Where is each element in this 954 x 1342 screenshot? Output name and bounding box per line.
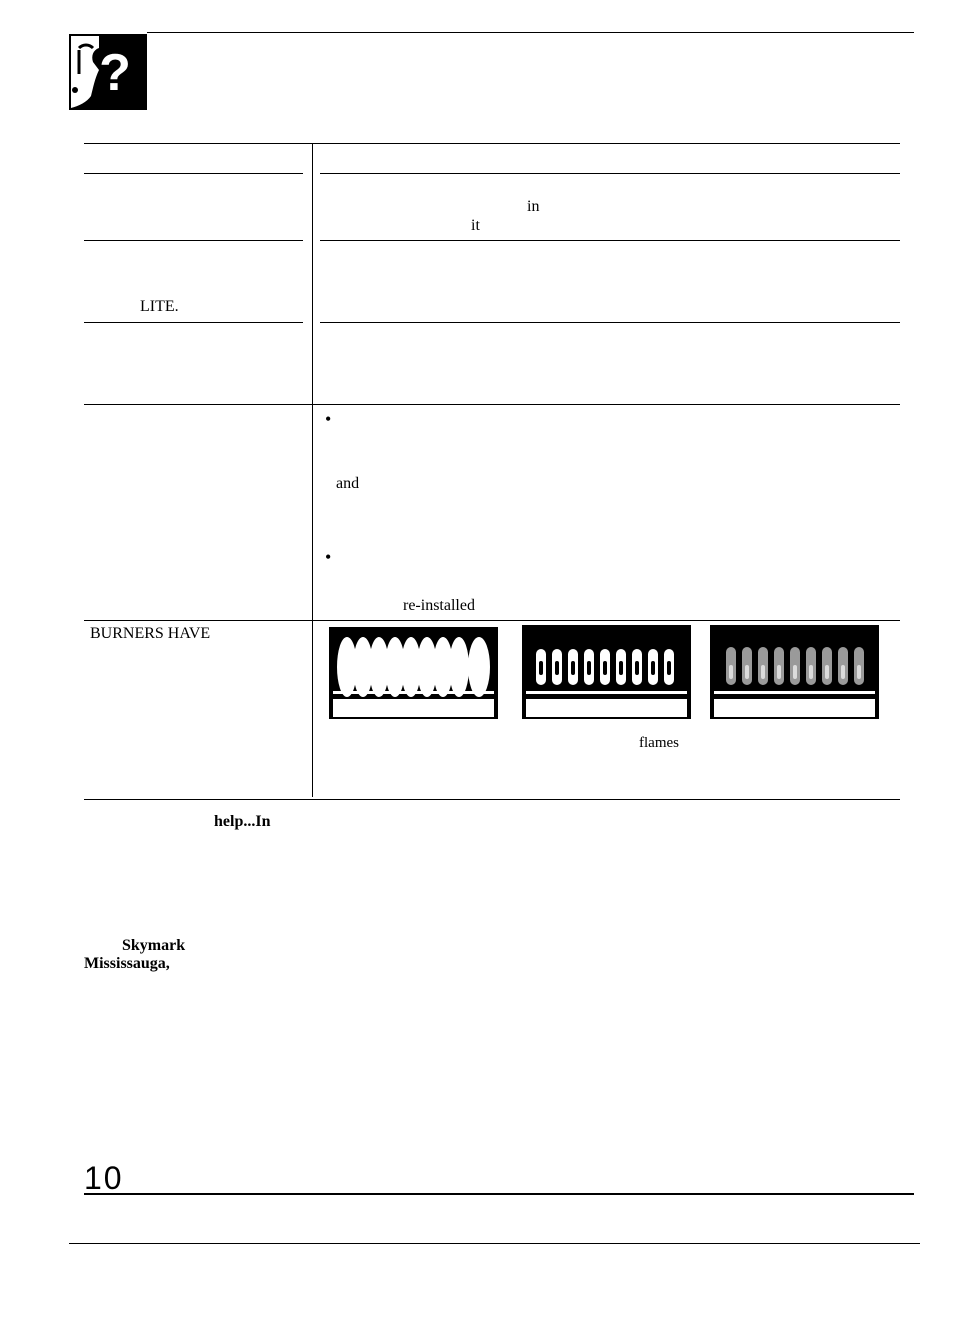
row2-rule-right [320,322,900,323]
burner-bar [333,691,494,694]
yellow-tipped-flames-svg [522,625,691,691]
burner-bar [714,691,875,694]
burner-base [526,697,687,717]
address-line-skymark: Skymark [122,937,186,954]
row5-text-flames: flames [639,735,679,751]
row1-rule-right [320,240,900,241]
burner-base [714,697,875,717]
top-rule [147,32,914,33]
yellow-flames-svg [329,627,498,697]
row4-text-and: and [336,475,360,492]
yellow-flames-icon [329,627,498,719]
burner-bar [526,691,687,694]
row4-text-reinstalled: re-installed [403,597,475,614]
blue-flames-svg [710,625,879,691]
question-face-icon [69,34,147,110]
page-number: 10 [84,1160,124,1196]
logo-glyph: ? [99,44,131,102]
bottom-edge-rule [69,1243,920,1244]
row2-left-lite: LITE. [140,298,179,315]
help-text: help...In [214,813,271,830]
row5-left-burners-have: BURNERS HAVE [90,625,211,642]
blue-flames-icon [710,625,879,719]
table-bottom-rule [84,799,900,800]
bullet-dot-icon: • [325,547,332,567]
row1-text-in: in [527,198,540,215]
footer-rule [84,1193,914,1195]
bullet-dot-icon: • [325,409,332,429]
address-line-mississauga: Mississauga, [84,955,170,972]
burner-base [333,697,494,717]
table-column-divider [312,143,313,797]
question-face-svg [69,34,147,110]
row4-rule [84,620,900,621]
table-header-rule-right [320,173,900,174]
table-top-rule [84,143,900,144]
row2-rule-left [84,322,303,323]
row1-text-it: it [471,217,480,234]
row1-rule-left [84,240,303,241]
yellow-tipped-flames-icon [522,625,691,719]
row3-rule [84,404,900,405]
table-header-rule-left [84,173,303,174]
